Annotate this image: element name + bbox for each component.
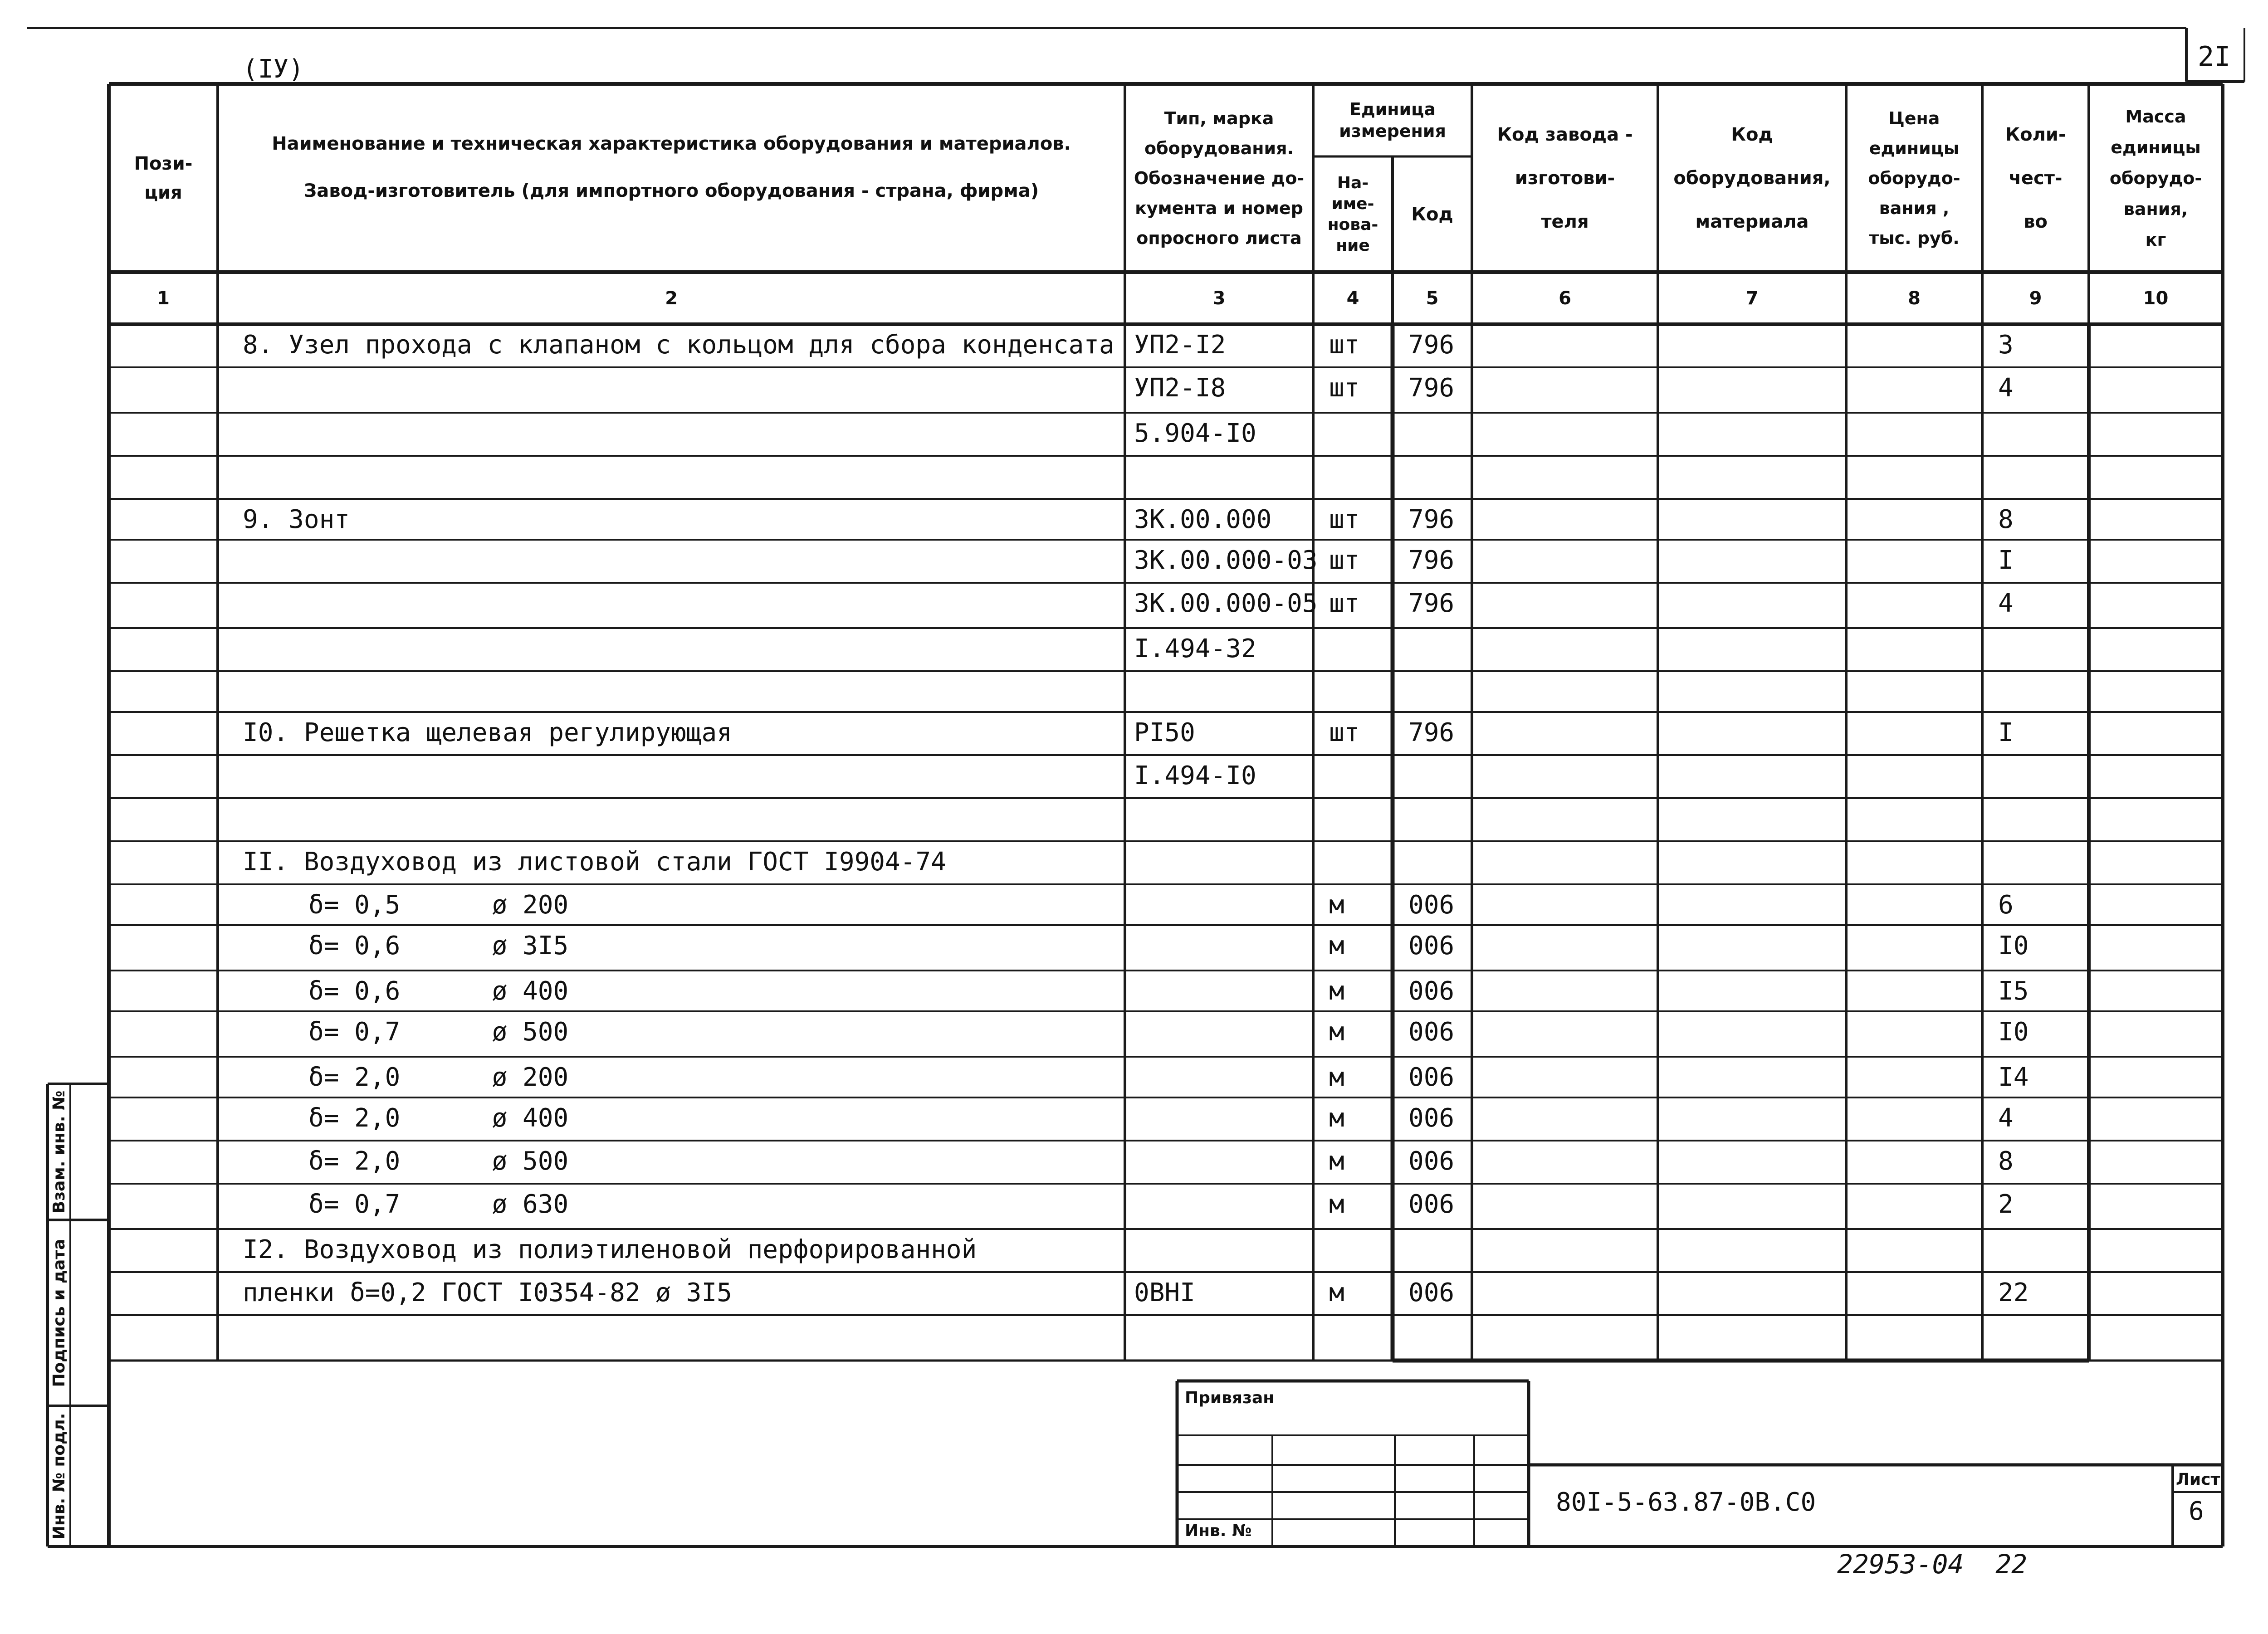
row-name: I0. Решетка щелевая регулирующая <box>243 718 732 747</box>
row-unit: м <box>1329 1278 1344 1307</box>
colnum-6: 6 <box>1559 288 1571 309</box>
row-type: ЗК.00.000-05 <box>1134 589 1318 618</box>
row-name: пленки δ=0,2 ГОСТ I0354-82 ø 3I5 <box>243 1278 732 1307</box>
row-name: 9. Зонт <box>243 505 350 534</box>
row-code: 796 <box>1408 330 1455 360</box>
row-quantity: I0 <box>1998 1017 2029 1047</box>
row-name: δ= 2,0 ø 400 <box>308 1103 569 1133</box>
sheet-label: Лист <box>2176 1470 2220 1489</box>
header-unit-group-label: Единица измерения <box>1339 99 1446 141</box>
row-quantity: 2 <box>1998 1190 2014 1219</box>
header-unit-group <box>1313 84 1472 156</box>
row-quantity: 6 <box>1998 890 2014 920</box>
header-name-line1: Наименование и техническая характеристика оборудования и материалов. <box>272 133 1071 154</box>
colnum-5: 5 <box>1426 288 1439 309</box>
row-code: 796 <box>1408 505 1455 534</box>
row-type: УП2-I8 <box>1134 373 1226 403</box>
row-name: δ= 2,0 ø 500 <box>308 1146 569 1176</box>
header-mass <box>2089 84 2223 272</box>
row-unit: шт <box>1329 330 1360 360</box>
row-quantity: 4 <box>1998 1103 2014 1133</box>
row-unit: шт <box>1329 373 1360 403</box>
header-mass-label: Масса единицы оборудо- вания, кг <box>2109 106 2202 250</box>
header-type <box>1125 84 1313 272</box>
row-unit: м <box>1329 1146 1344 1176</box>
colnum-3: 3 <box>1212 288 1226 309</box>
row-quantity: I0 <box>1998 931 2029 961</box>
row-code: 796 <box>1408 373 1455 403</box>
archive-number: 22953-04 22 <box>1837 1549 2028 1580</box>
row-name: δ= 0,7 ø 500 <box>308 1017 569 1047</box>
page-number: 2I <box>2198 41 2231 73</box>
row-code: 006 <box>1408 1103 1455 1133</box>
header-name <box>218 84 1125 272</box>
row-code: 006 <box>1408 976 1455 1006</box>
row-unit: м <box>1329 890 1344 920</box>
row-unit: м <box>1329 931 1344 961</box>
sidebar-inv-podl-label: Инв. № подл. <box>50 1413 68 1540</box>
row-name: δ= 0,6 ø 3I5 <box>308 931 569 961</box>
stamp-inv-label: Инв. № <box>1185 1522 1252 1540</box>
row-type: ЗК.00.000-03 <box>1134 546 1318 575</box>
row-unit: м <box>1329 1017 1344 1047</box>
row-quantity: 4 <box>1998 373 2014 403</box>
row-code: 006 <box>1408 931 1455 961</box>
row-type: РI50 <box>1134 718 1195 747</box>
row-unit: шт <box>1329 589 1360 618</box>
header-unit-code <box>1393 156 1472 272</box>
colnum-1: 1 <box>157 288 170 309</box>
header-equipment-code <box>1658 84 1846 272</box>
sheet-number: 6 <box>2189 1497 2204 1526</box>
row-unit: м <box>1329 976 1344 1006</box>
row-code: 796 <box>1408 546 1455 575</box>
sidebar-vzam-inv-label: Взам. инв. № <box>50 1090 68 1214</box>
row-code: 796 <box>1408 589 1455 618</box>
row-type: 5.904-I0 <box>1134 419 1256 448</box>
colnum-10: 10 <box>2143 288 2169 309</box>
row-quantity: 4 <box>1998 589 2014 618</box>
row-name: δ= 0,7 ø 630 <box>308 1190 569 1219</box>
stamp-bound-label: Привязан <box>1185 1389 1275 1407</box>
row-type: 0ВНI <box>1134 1278 1195 1307</box>
row-quantity: I5 <box>1998 976 2029 1006</box>
row-type: I.494-32 <box>1134 634 1256 663</box>
header-price-label: Цена единицы оборудо- вания , тыс. руб. <box>1868 108 1960 248</box>
row-unit: шт <box>1329 546 1360 575</box>
header-type-label: Тип, марка оборудования. Обозначение до- кумента и номер опросного листа <box>1134 108 1305 248</box>
row-code: 006 <box>1408 1278 1455 1307</box>
header-price <box>1846 84 1982 272</box>
row-code: 006 <box>1408 1146 1455 1176</box>
row-code: 796 <box>1408 718 1455 747</box>
sidebar-signature-date-label: Подпись и дата <box>50 1239 68 1387</box>
row-unit: шт <box>1329 505 1360 534</box>
header-plant-code-label: Код завода - изготови- теля <box>1497 124 1633 232</box>
row-unit: м <box>1329 1063 1344 1092</box>
row-type: I.494-I0 <box>1134 761 1256 790</box>
row-name: δ= 2,0 ø 200 <box>308 1063 569 1092</box>
header-plant-code <box>1472 84 1658 272</box>
header-position <box>109 84 218 272</box>
header-position-label: Пози- ция <box>134 153 193 203</box>
document-code: 80I-5-63.87-0В.С0 <box>1556 1488 1816 1517</box>
header-unit-name <box>1313 156 1393 272</box>
row-unit: м <box>1329 1190 1344 1219</box>
row-type: УП2-I2 <box>1134 330 1226 360</box>
header-quantity <box>1982 84 2089 272</box>
header-quantity-label: Коли- чест- во <box>2005 124 2066 232</box>
row-code: 006 <box>1408 1190 1455 1219</box>
row-quantity: 8 <box>1998 1146 2014 1176</box>
colnum-8: 8 <box>1908 288 1921 309</box>
row-quantity: 8 <box>1998 505 2014 534</box>
colnum-7: 7 <box>1745 288 1759 309</box>
row-type: ЗК.00.000 <box>1134 505 1272 534</box>
row-name: δ= 0,6 ø 400 <box>308 976 569 1006</box>
row-code: 006 <box>1408 1017 1455 1047</box>
header-unit-name-label: На- име- нова- ние <box>1327 173 1378 255</box>
colnum-4: 4 <box>1346 288 1359 309</box>
row-code: 006 <box>1408 1063 1455 1092</box>
section-mark: (IУ) <box>243 54 304 84</box>
colnum-9: 9 <box>2029 288 2042 309</box>
row-name: II. Воздуховод из листовой стали ГОСТ I9904-74 <box>243 847 946 877</box>
row-quantity: I4 <box>1998 1063 2029 1092</box>
row-quantity: 22 <box>1998 1278 2029 1307</box>
row-name: 8. Узел прохода с клапаном с кольцом для сбора конденсата <box>243 330 1114 360</box>
row-code: 006 <box>1408 890 1455 920</box>
header-unit-code-label: Код <box>1411 204 1453 225</box>
row-name: I2. Воздуховод из полиэтиленовой перфорированной <box>243 1235 977 1264</box>
colnum-2: 2 <box>665 288 678 309</box>
header-name-line2: Завод-изготовитель (для импортного оборудования - страна, фирма) <box>303 180 1039 201</box>
header-equipment-code-label: Код оборудования, материала <box>1673 124 1831 232</box>
row-name: δ= 0,5 ø 200 <box>308 890 569 920</box>
row-quantity: I <box>1998 718 2014 747</box>
row-unit: шт <box>1329 718 1360 747</box>
row-quantity: 3 <box>1998 330 2014 360</box>
row-quantity: I <box>1998 546 2014 575</box>
row-unit: м <box>1329 1103 1344 1133</box>
